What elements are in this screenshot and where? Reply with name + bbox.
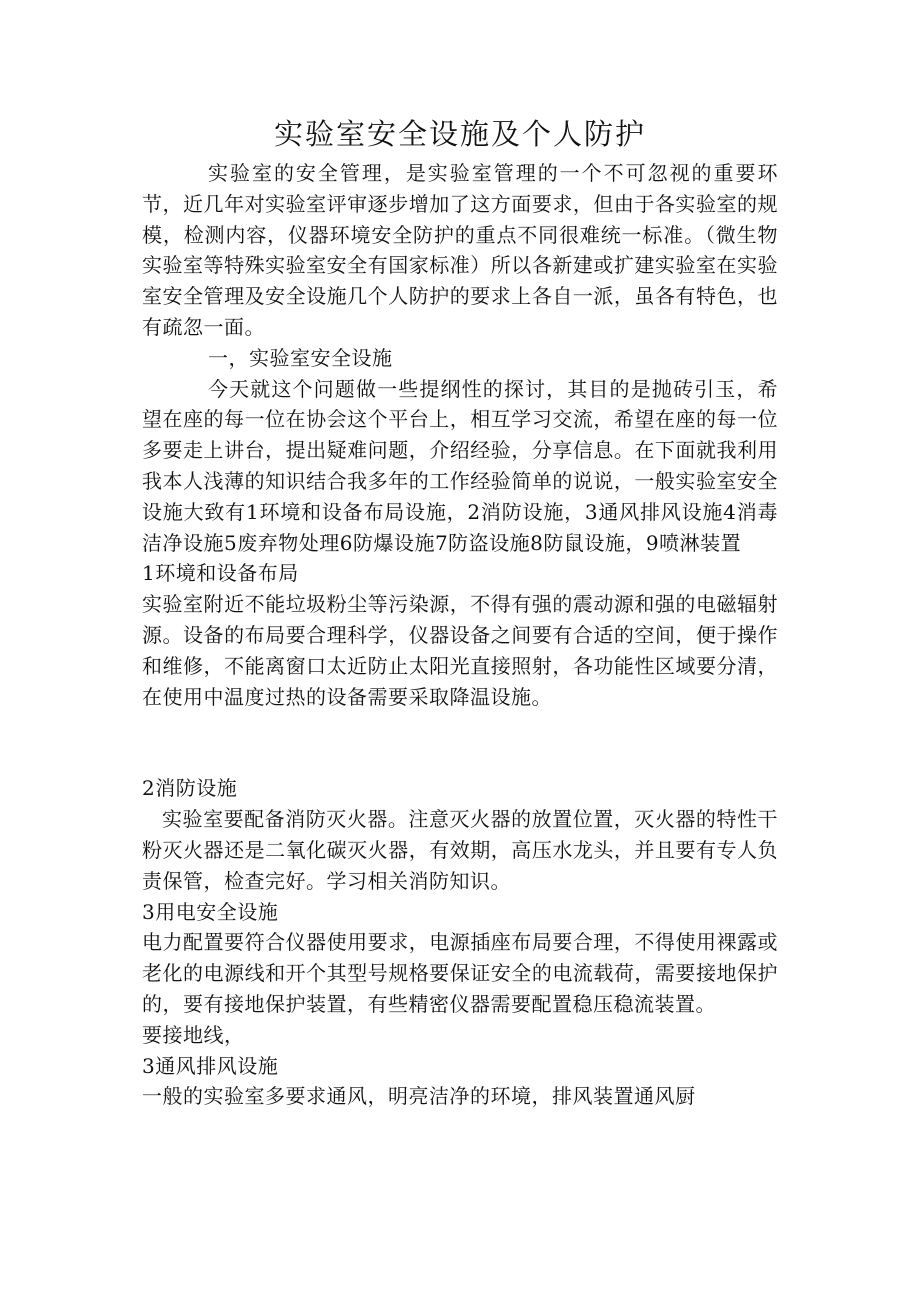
item2-body: 实验室要配备消防灭火器。注意灭火器的放置位置，灭火器的特性干粉灭火器还是二氧化碳灭火器，有效期，高压水龙头，并且要有专人负责保管，检查完好。学习相关消防知识。 bbox=[142, 807, 778, 893]
item3-heading: 3用电安全设施 bbox=[142, 899, 279, 924]
item1-heading: 1环境和设备布局 bbox=[142, 561, 299, 586]
item3-note: 要接地线， bbox=[142, 1022, 245, 1047]
item3-body: 电力配置要符合仪器使用要求，电源插座布局要合理，不得使用裸露或老化的电源线和开个其型号规格要保证安全的电流载荷，需要接地保护的，要有接地保护装置，有些精密仪器需要配置稳压稳流装置。 bbox=[142, 930, 778, 1016]
intro-paragraph: 实验室的安全管理，是实验室管理的一个不可忽视的重要环节，近几年对实验室评审逐步增加了这方面要求，但由于各实验室的规模，检测内容，仪器环境安全防护的重点不同很难统一标准。（微生物实验室等特殊实验室安全有国家标准）所以各新建或扩建实验室在实验室安全管理及安全设施几个人防护的要求上各自一派，虽各有特色，也有疏忽一面。 bbox=[142, 161, 778, 339]
item2-heading: 2消防设施 bbox=[142, 776, 238, 801]
item4-body: 一般的实验室多要求通风，明亮洁净的环境，排风装置通风厨 bbox=[142, 1084, 696, 1109]
section1-intro-paragraph: 今天就这个问题做一些提纲性的探讨，其目的是抛砖引玉，希望在座的每一位在协会这个平台上，相互学习交流，希望在座的每一位多要走上讲台，提出疑难问题，介绍经验，分享信息。在下面就我利用我本人浅薄的知识结合我多年的工作经验简单的说说，一般实验室安全设施大致有1环境和设备布局设施，2消防设施，3通风排风设施4消毒洁净设施5废弃物处理6防爆设施7防盗设施8防鼠设施，9喷淋装置 bbox=[142, 376, 778, 555]
section1-heading: 一，实验室安全设施 bbox=[208, 345, 393, 370]
item4-heading: 3通风排风设施 bbox=[142, 1053, 279, 1078]
document-title: 实验室安全设施及个人防护 bbox=[273, 117, 646, 151]
item1-body: 实验室附近不能垃圾粉尘等污染源，不得有强的震动源和强的电磁辐射源。设备的布局要合理科学，仪器设备之间要有合适的空间，便于操作和维修，不能离窗口太近防止太阳光直接照射，各功能性区域要分清，在使用中温度过热的设备需要采取降温设施。 bbox=[142, 592, 778, 709]
blank-space bbox=[142, 712, 778, 773]
document-page bbox=[142, 112, 778, 1112]
